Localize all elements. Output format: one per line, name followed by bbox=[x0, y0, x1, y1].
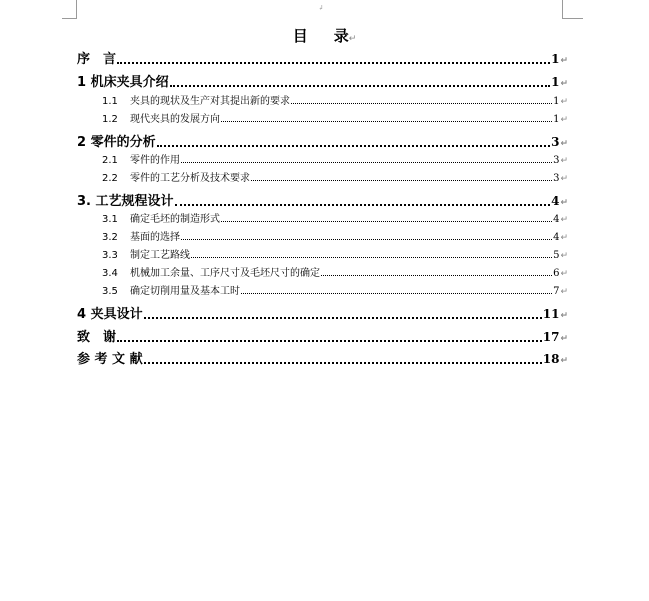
toc-entry-chapter-1[interactable] bbox=[77, 71, 568, 90]
toc-entry-label bbox=[102, 169, 250, 184]
toc-entry-3-5[interactable] bbox=[102, 282, 568, 297]
toc-entry-number: 2.2 bbox=[102, 173, 118, 184]
leader-dots bbox=[144, 313, 542, 319]
toc-entry-3-3[interactable] bbox=[102, 246, 568, 261]
leader-dots bbox=[251, 177, 552, 181]
toc-entry-page: 3 bbox=[553, 173, 560, 184]
paragraph-mark: ↵ bbox=[560, 174, 568, 184]
toc-entry-label bbox=[102, 210, 220, 225]
paragraph-mark: ↵ bbox=[560, 198, 568, 208]
toc-entry-preface[interactable] bbox=[77, 48, 568, 67]
toc-entry-page: 17 bbox=[542, 330, 560, 344]
leader-dots bbox=[291, 100, 552, 104]
paragraph-mark: ↵ bbox=[560, 139, 568, 149]
paragraph-mark: ↵ bbox=[560, 115, 568, 125]
toc-entry-page: 18 bbox=[542, 352, 560, 366]
paragraph-mark: ↵ bbox=[560, 215, 568, 225]
paragraph-mark: ↵ bbox=[560, 79, 568, 89]
leader-dots bbox=[181, 236, 552, 240]
leader-dots bbox=[157, 141, 551, 147]
toc-entry-label bbox=[102, 92, 290, 107]
toc-entry-1-2[interactable] bbox=[102, 110, 568, 125]
paragraph-mark: ↵ bbox=[560, 269, 568, 279]
toc-entry-2-2[interactable] bbox=[102, 169, 568, 184]
leader-dots bbox=[191, 254, 552, 258]
toc-entry-number: 2.1 bbox=[102, 155, 118, 166]
toc-entry-number: 3.1 bbox=[102, 214, 118, 225]
leader-dots bbox=[117, 336, 542, 342]
toc-entry-text: 确定切削用量及基本工时 bbox=[130, 286, 240, 297]
toc-entry-text: 现代夹具的发展方向 bbox=[130, 114, 220, 125]
toc-entry-page: 1 bbox=[551, 75, 560, 89]
toc-entry-label: 4 夹具设计 bbox=[77, 307, 143, 322]
toc-entry-page: 5 bbox=[553, 250, 560, 261]
leader-dots bbox=[221, 118, 552, 122]
paragraph-mark: ↵ bbox=[560, 156, 568, 166]
toc-entry-label: 2 零件的分析 bbox=[77, 135, 156, 150]
toc-entry-page: 1 bbox=[553, 96, 560, 107]
toc-entry-page: 4 bbox=[551, 194, 560, 208]
toc-entry-text: 夹具的现状及生产对其提出新的要求 bbox=[130, 96, 290, 107]
paragraph-mark: ↵ bbox=[560, 287, 568, 297]
paragraph-mark: ↵ bbox=[560, 251, 568, 261]
leader-dots bbox=[117, 58, 550, 64]
toc-entry-chapter-4[interactable] bbox=[77, 303, 568, 322]
paragraph-mark: ↵ bbox=[560, 334, 568, 344]
toc-entry-label bbox=[102, 228, 180, 243]
toc-entry-label bbox=[102, 110, 220, 125]
toc-entry-number: 3.3 bbox=[102, 250, 118, 261]
toc-entry-label bbox=[102, 282, 240, 297]
toc-entry-label bbox=[102, 246, 190, 261]
toc-entry-3-4[interactable] bbox=[102, 264, 568, 279]
toc-entry-3-2[interactable] bbox=[102, 228, 568, 243]
toc-entry-acknowledgements[interactable] bbox=[77, 326, 568, 345]
toc-entry-label bbox=[102, 151, 180, 166]
toc-entry-number: 1.1 bbox=[102, 96, 118, 107]
toc-entry-page: 3 bbox=[551, 135, 560, 149]
toc-entry-label: 参 考 文 献 bbox=[77, 352, 143, 367]
toc-entry-references[interactable] bbox=[77, 348, 568, 367]
toc-entry-label: 序 言 bbox=[77, 52, 117, 67]
paragraph-mark: ↵ bbox=[560, 56, 568, 66]
toc-entry-text: 机械加工余量、工序尺寸及毛坯尺寸的确定 bbox=[130, 268, 320, 279]
paragraph-mark: ↵ bbox=[560, 356, 568, 366]
toc-entry-page: 11 bbox=[542, 307, 560, 321]
toc-entry-page: 6 bbox=[553, 268, 560, 279]
toc-entry-number: 3.5 bbox=[102, 286, 118, 297]
leader-dots bbox=[170, 81, 551, 87]
toc-entry-label: 1 机床夹具介绍 bbox=[77, 75, 169, 90]
leader-dots bbox=[175, 200, 551, 206]
toc-entry-chapter-3[interactable] bbox=[77, 190, 568, 209]
toc-entry-chapter-2[interactable] bbox=[77, 131, 568, 150]
toc-title-left: 目 bbox=[292, 27, 308, 45]
paragraph-mark: ↵ bbox=[560, 97, 568, 107]
toc-entry-page: 4 bbox=[553, 214, 560, 225]
toc-entry-number: 3.2 bbox=[102, 232, 118, 243]
toc-entry-text: 确定毛坯的制造形式 bbox=[130, 214, 220, 225]
toc-entry-number: 1.2 bbox=[102, 114, 118, 125]
paragraph-mark: ↵ bbox=[560, 233, 568, 243]
paragraph-mark: ↵ bbox=[348, 34, 357, 44]
toc-entry-page: 7 bbox=[553, 286, 560, 297]
toc-entry-label: 致 谢 bbox=[77, 330, 117, 345]
leader-dots bbox=[241, 290, 552, 294]
toc-entry-page: 4 bbox=[553, 232, 560, 243]
toc-entry-label: 3. 工艺规程设计 bbox=[77, 194, 174, 209]
toc-entry-3-1[interactable] bbox=[102, 210, 568, 225]
toc-entry-text: 基面的选择 bbox=[130, 232, 180, 243]
toc-entry-page: 3 bbox=[553, 155, 560, 166]
toc-title-right: 录 bbox=[333, 27, 349, 45]
toc-entry-1-1[interactable] bbox=[102, 92, 568, 107]
toc-entry-2-1[interactable] bbox=[102, 151, 568, 166]
toc-entry-number: 3.4 bbox=[102, 268, 118, 279]
toc-entry-text: 零件的工艺分析及技术要求 bbox=[130, 173, 250, 184]
header-paragraph-mark: ↲ bbox=[318, 4, 324, 12]
leader-dots bbox=[181, 159, 552, 163]
toc-entry-text: 零件的作用 bbox=[130, 155, 180, 166]
toc-entry-label bbox=[102, 264, 320, 279]
leader-dots bbox=[144, 358, 542, 364]
leader-dots bbox=[221, 218, 552, 222]
toc-entry-page: 1 bbox=[553, 114, 560, 125]
paragraph-mark: ↵ bbox=[560, 311, 568, 321]
leader-dots bbox=[321, 272, 552, 276]
toc-entry-page: 1 bbox=[551, 52, 560, 66]
toc-entry-text: 制定工艺路线 bbox=[130, 250, 190, 261]
